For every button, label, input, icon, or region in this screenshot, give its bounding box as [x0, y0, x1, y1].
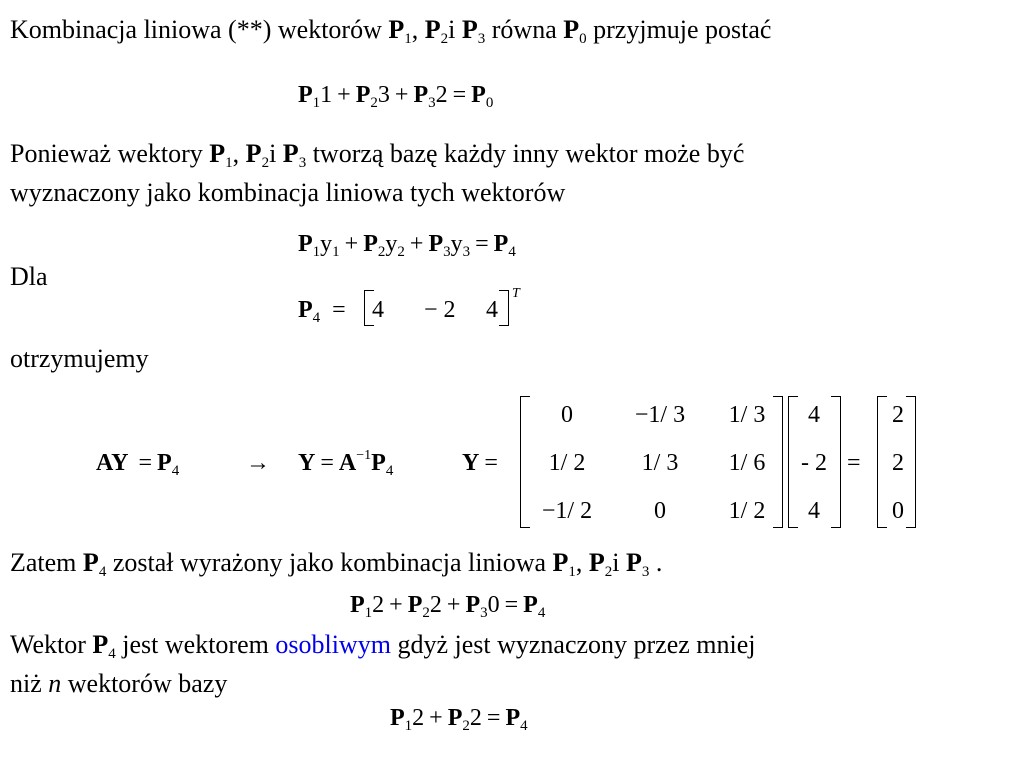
vector-cell: 4: [808, 402, 820, 428]
dla-label: Dla: [10, 262, 48, 291]
matrix-cell: 1/ 2: [548, 450, 586, 476]
result-cell: 2: [892, 402, 904, 428]
matrix-cell: −1/ 2: [541, 498, 593, 524]
zatem-sentence: Zatem $P_4$ został wyrażony jako kombinacja liniowa $P_1$, $P_2i$ $P_3$ .: [10, 548, 663, 580]
equation-p4-result: $P_12 + P_22 + P_30 = P_4$: [350, 592, 546, 621]
intro-sentence: Kombinacja liniowa (**) wektorów $P_1$, $P_2i$ $P_3$ równa $P_0$ przyjmuje postać: [10, 15, 772, 47]
equation-ay-p4: AY = $P_4$: [96, 450, 180, 479]
singular-sentence-line2: niż n wektorów bazy: [10, 669, 228, 698]
equation-combination-p4: $P_1y_1 + P_2y_2 + P_3y_3 = P_4$: [298, 231, 516, 260]
equation-y-inverse: $Y = A^{-1}P_4$: [298, 448, 394, 479]
equation-two-vectors: $P_12 + P_22 = P_4$: [390, 705, 528, 734]
y-equals-label: Y =: [462, 450, 498, 476]
basis-sentence-line1: Ponieważ wektory $P_1$, $P_2i$ $P_3$ tworzą bazę każdy inny wektor może być: [10, 139, 745, 171]
vector-cell: 4: [808, 498, 820, 524]
implies-arrow: →: [246, 450, 270, 476]
matrix-cell: 0: [654, 498, 666, 524]
matrix-cell: −1/ 3: [634, 402, 686, 428]
result-cell: 2: [892, 450, 904, 476]
matrix-cell: 0: [561, 402, 573, 428]
vector-cell: - 2: [801, 450, 827, 476]
row-vector-v1: 4: [372, 297, 384, 323]
matrix-left-bracket: [520, 396, 530, 528]
matrix-cell: 1/ 3: [641, 450, 679, 476]
basis-sentence-line2: wyznaczony jako kombinacja liniowa tych wektorów: [10, 178, 566, 207]
matrix-cell: 1/ 2: [728, 498, 766, 524]
matrix-cell: 1/ 3: [728, 402, 766, 428]
otrzymujemy-label: otrzymujemy: [10, 344, 149, 373]
matrix-cell: 1/ 6: [728, 450, 766, 476]
equation-p4-vector: $P_4$ =: [298, 297, 346, 326]
highlighted-term: osobliwym: [275, 630, 391, 659]
row-vector-v3: 4: [486, 297, 498, 323]
equals-sign: =: [847, 450, 861, 476]
singular-sentence-line1: Wektor $P_4$ jest wektorem osobliwym gdyż jest wyznaczony przez mniej: [10, 630, 756, 662]
row-vector-right-bracket: [499, 290, 509, 326]
result-cell: 0: [892, 498, 904, 524]
row-vector-v2: − 2: [424, 297, 456, 323]
equation-combination-p0: $P_11 + P_23 + P_32 = P_0$: [298, 82, 494, 111]
transpose-mark: T: [512, 286, 520, 301]
